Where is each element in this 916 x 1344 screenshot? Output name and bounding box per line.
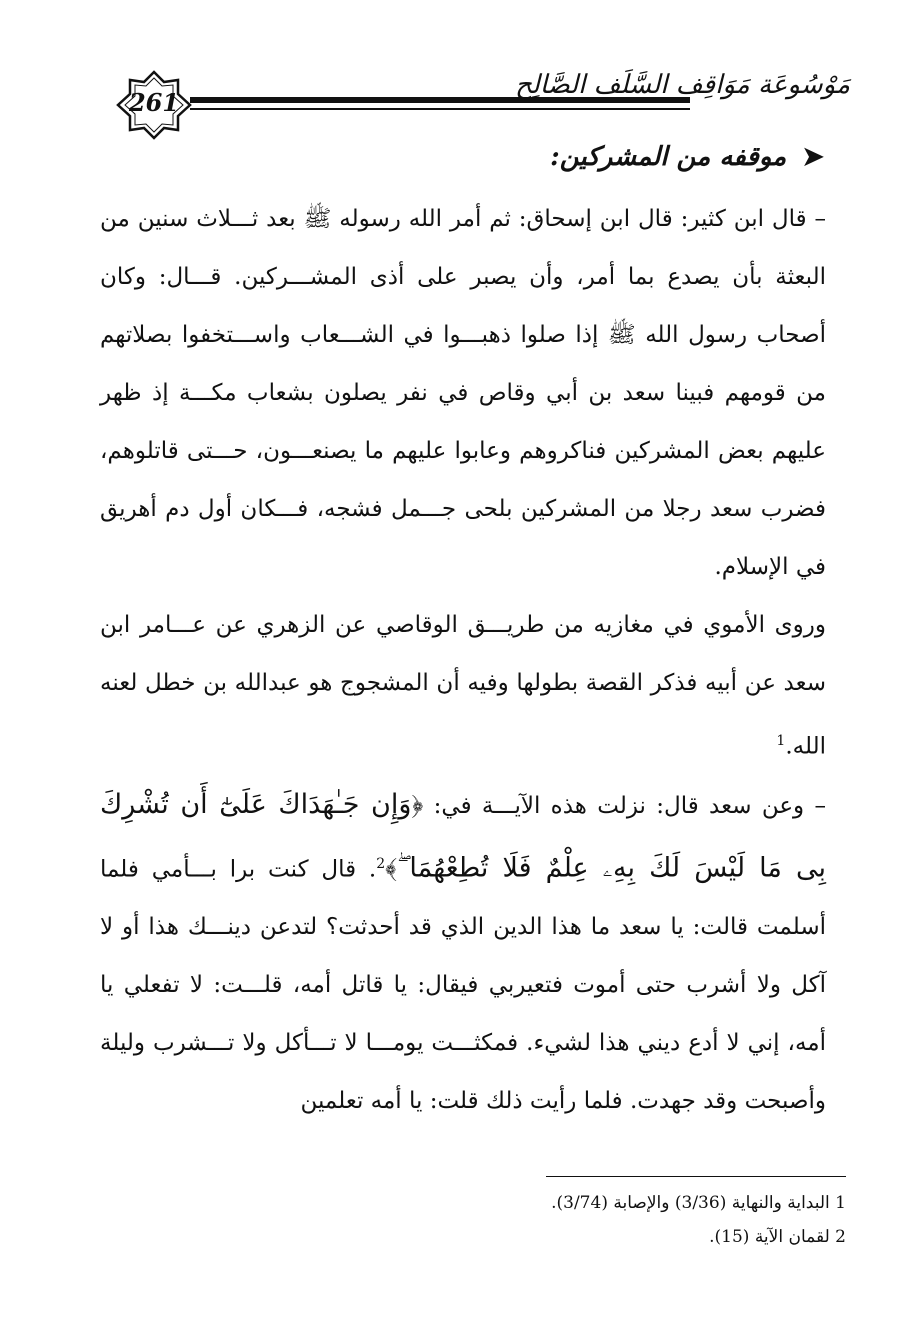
footnote-divider bbox=[546, 1176, 846, 1177]
arrow-bullet-icon: ➤ bbox=[802, 142, 824, 172]
footnote-item bbox=[146, 1186, 846, 1220]
header-rule-thin bbox=[190, 108, 690, 110]
paragraph-text: – وعن سعد قال: نزلت هذه الآيـــة في: bbox=[423, 792, 826, 819]
page-header bbox=[100, 60, 850, 150]
paragraph bbox=[100, 596, 826, 776]
footnote-item bbox=[146, 1220, 846, 1254]
page-number: 261 bbox=[128, 88, 180, 117]
section-heading bbox=[550, 142, 824, 172]
footnote-number: 1 bbox=[835, 1193, 846, 1213]
paragraph bbox=[100, 190, 826, 596]
quran-verse: ﴿وَإِن جَـٰهَدَاكَ عَلَىٰٓ أَن تُشْرِكَ بِى مَا لَيْسَ لَكَ بِهِۦ عِلْمٌ فَلَا تُطِعْهُمَا ۖ﴾ bbox=[100, 788, 826, 884]
footnote-ref[interactable]: 1 bbox=[776, 733, 786, 749]
paragraph-text: . قال كنت برا بـــأمي فلما أسلمت قالت: يا سعد ما هذا الدين الذي قد أحدثت؟ لتدعن دينـــك هذا أو لا آكل ولا أشرب حتى أموت فتعيربي فيقال: يا قاتل أمه، قلـــت: لا تفعلي يا أمه، إني لا أدع ديني هذا لشيء. فمكثـــت يومـــا لا تـــأكل ولا تـــشرب وليلة وأصبحت وقد جهدت. فلما رأيت ذلك قلت: يا أمه تعلمين bbox=[100, 856, 826, 1115]
paragraph-text: وروى الأموي في مغازيه من طريـــق الوقاصي عن الزهري عن عـــامر ابن سعد عن أبيه فذكر القصة بطولها وفيه أن المشجوج هو عبدالله بن خطل لعنه الله. bbox=[100, 612, 826, 760]
page-number-badge bbox=[116, 70, 192, 140]
series-title: مَوْسُوعَة مَوَاقِف السَّلَف الصَّالِح bbox=[515, 70, 850, 100]
paragraph bbox=[100, 776, 826, 1131]
footnote-number: 2 bbox=[835, 1227, 846, 1247]
footnote-text: لقمان الآية (15). bbox=[709, 1227, 830, 1247]
section-heading-text: موقفه من المشركين: bbox=[550, 142, 787, 172]
footnote-text: البداية والنهاية (3/36) والإصابة (3/74). bbox=[551, 1193, 830, 1213]
footnotes bbox=[146, 1186, 846, 1254]
footnote-ref[interactable]: 2 bbox=[376, 855, 386, 872]
main-text bbox=[100, 190, 826, 1130]
paragraph-text: – قال ابن كثير: قال ابن إسحاق: ثم أمر الله رسوله ﷺ بعد ثـــلاث سنين من البعثة بأن يصدع بما أمر، وأن يصبر على أذى المشـــركين. قـــال: وكان أصحاب رسول الله ﷺ إذا صلوا ذهبـــوا في الشـــعاب واســـتخفوا بصلاتهم من قومهم فبينا سعد بن أبي وقاص في نفر يصلون بشعاب مكـــة إذ ظهر عليهم بعض المشركين فناكروهم وعابوا عليهم ما يصنعـــون، حـــتى قاتلوهم، فضرب سعد رجلا من المشركين بلحى جـــمل فشجه، فـــكان أول دم أهريق في الإسلام. bbox=[100, 206, 826, 580]
